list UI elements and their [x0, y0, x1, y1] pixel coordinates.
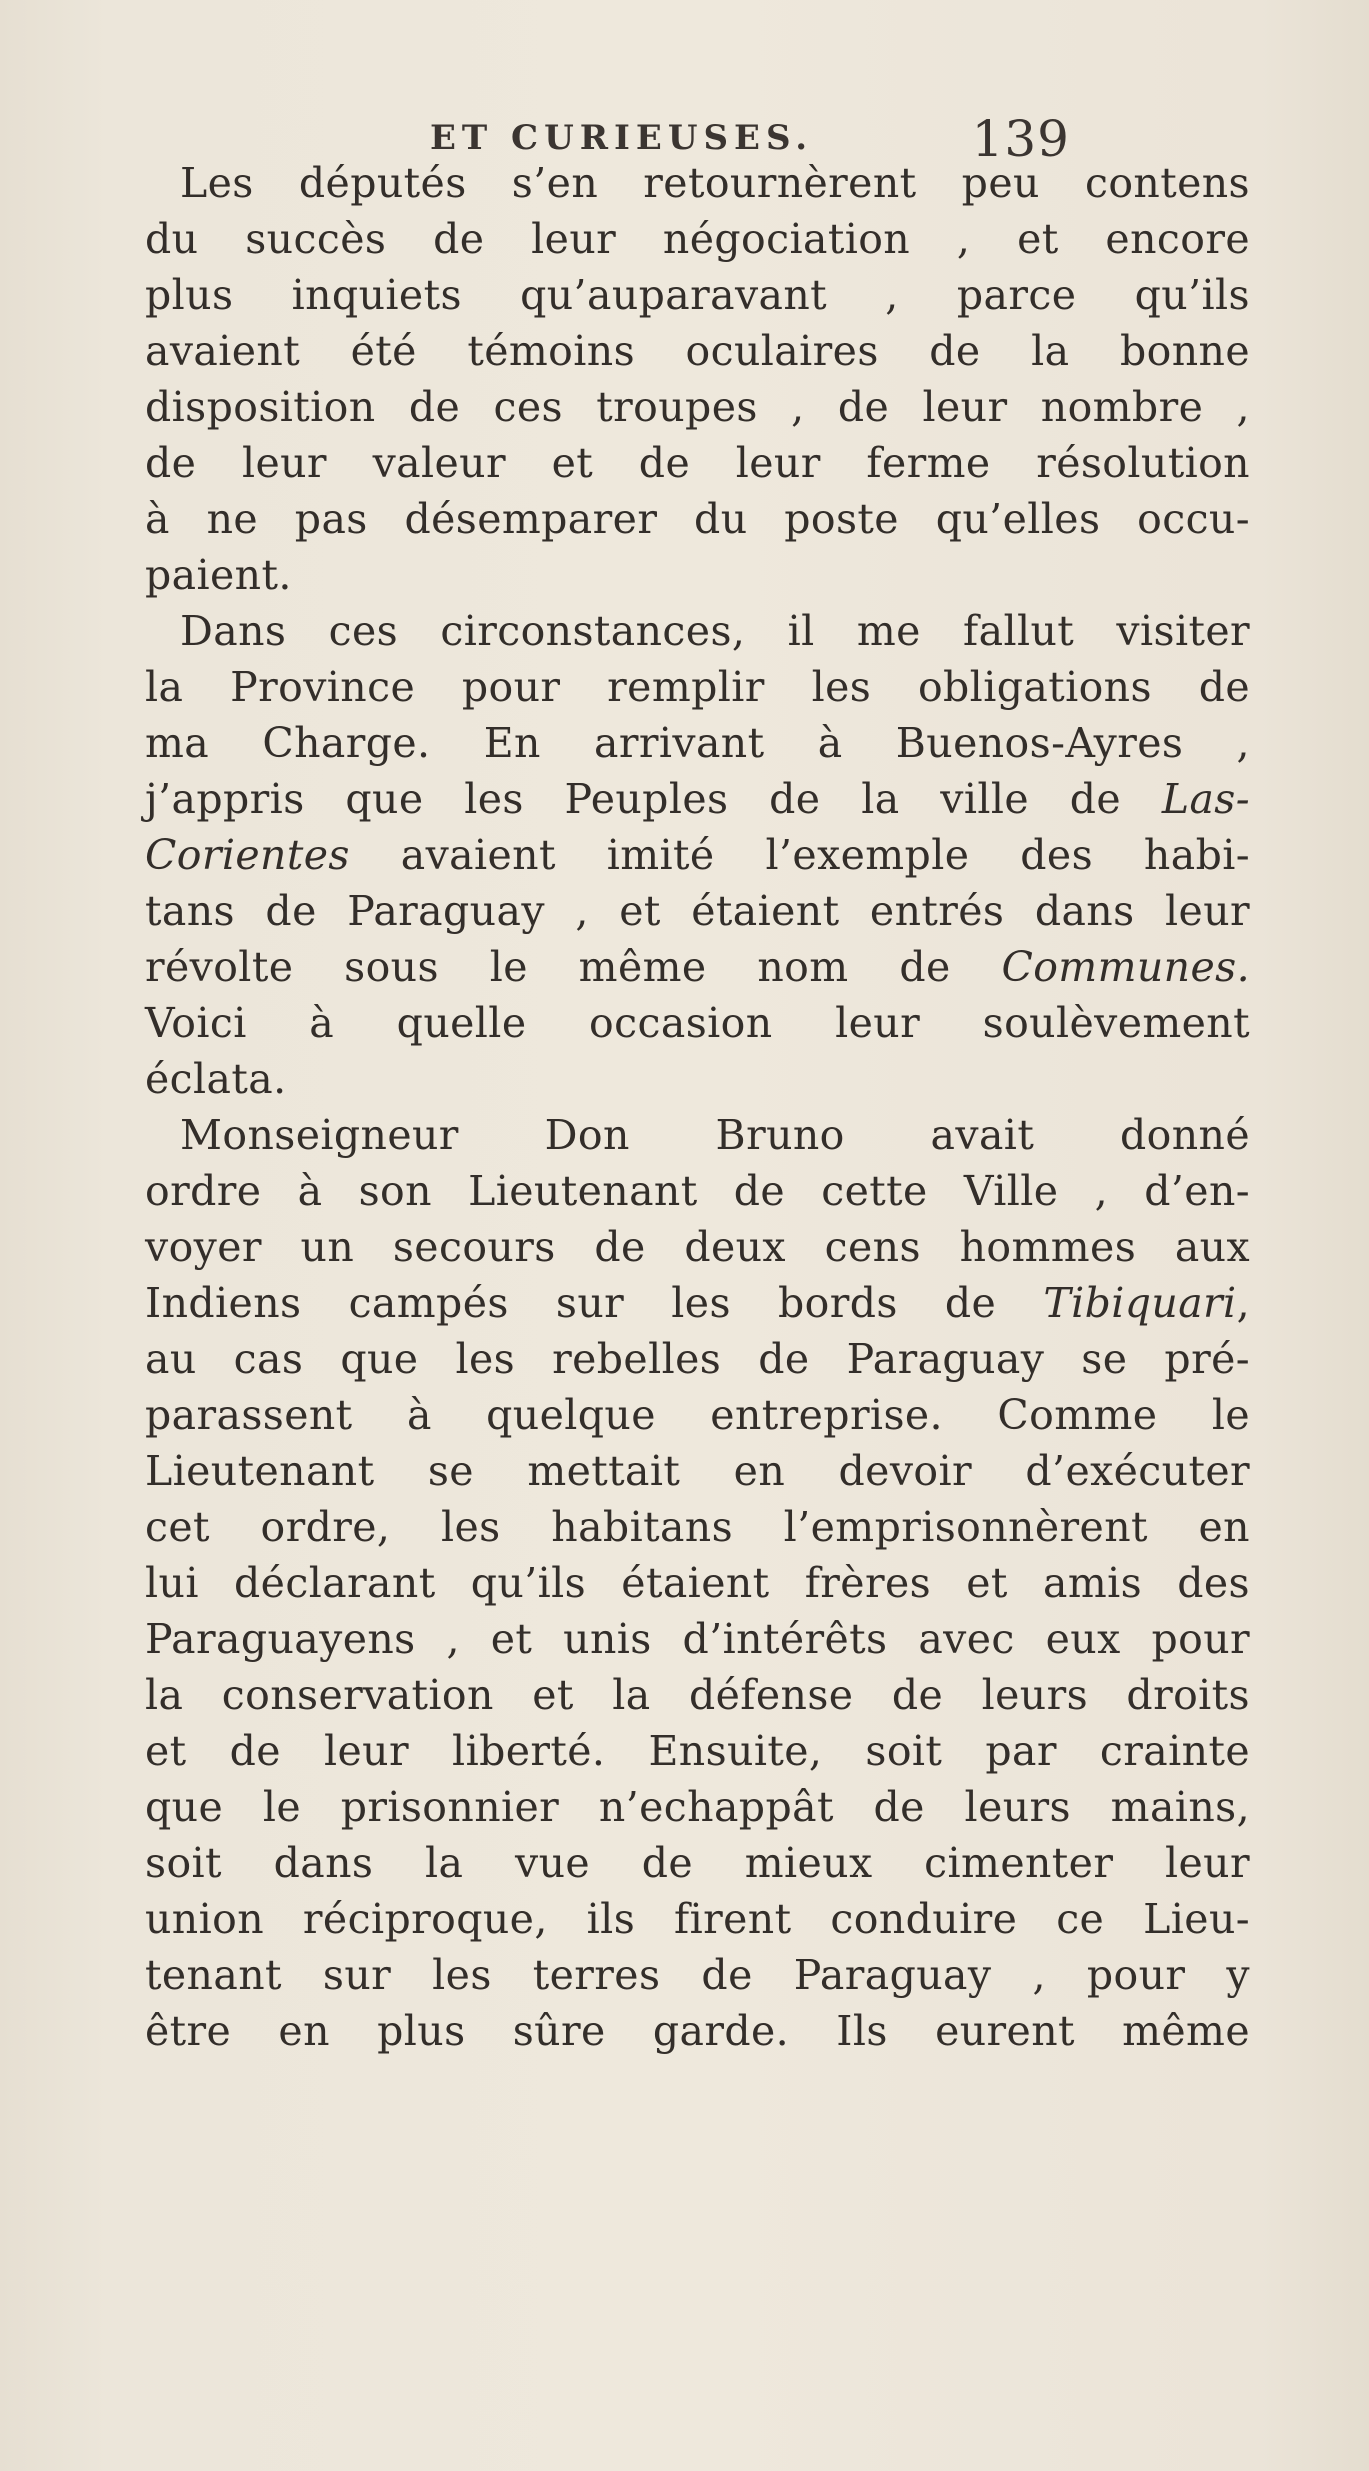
text-line: plus inquiets qu’auparavant , parce qu’ils — [145, 271, 1250, 319]
text-line: Dans ces circonstances, il me fallut visiter — [180, 607, 1250, 655]
text-line: lui déclarant qu’ils étaient frères et amis des — [145, 1559, 1250, 1607]
text-segment: , — [1236, 1279, 1250, 1327]
text-line: Voici à quelle occasion leur soulèvement — [145, 999, 1250, 1047]
running-head-title: ET CURIEUSES. — [430, 118, 814, 158]
text-line: soit dans la vue de mieux cimenter leur — [145, 1839, 1250, 1887]
text-line: voyer un secours de deux cens hommes aux — [145, 1223, 1250, 1271]
text-segment: avaient imité l’exemple des habi- — [349, 831, 1250, 879]
text-line: être en plus sûre garde. Ils eurent même — [145, 2007, 1250, 2055]
text-line — [145, 1275, 1250, 1331]
text-line: à ne pas désemparer du poste qu’elles occu- — [145, 495, 1250, 543]
text-line: que le prisonnier n’echappât de leurs mains, — [145, 1783, 1250, 1831]
italic-place-name: Tibiquari — [1043, 1279, 1237, 1327]
text-line: avaient été témoins oculaires de la bonne — [145, 327, 1250, 375]
text-line — [145, 939, 1250, 995]
text-line: tans de Paraguay , et étaient entrés dans leur — [145, 887, 1250, 935]
text-line: la Province pour remplir les obligations de — [145, 663, 1250, 711]
text-line: ordre à son Lieutenant de cette Ville , d’en- — [145, 1167, 1250, 1215]
text-line: de leur valeur et de leur ferme résolution — [145, 439, 1250, 487]
text-line: cet ordre, les habitans l’emprisonnèrent en — [145, 1503, 1250, 1551]
text-line: ma Charge. En arrivant à Buenos-Ayres , — [145, 719, 1250, 767]
text-line: et de leur liberté. Ensuite, soit par crainte — [145, 1727, 1250, 1775]
text-line: du succès de leur négociation , et encore — [145, 215, 1250, 263]
text-line: Les députés s’en retournèrent peu contens — [180, 159, 1250, 207]
page-number: 139 — [971, 110, 1070, 168]
text-line: Paraguayens , et unis d’intérêts avec eux pour — [145, 1615, 1250, 1663]
text-line: union réciproque, ils firent conduire ce Lieu- — [145, 1895, 1250, 1943]
text-line: parassent à quelque entreprise. Comme le — [145, 1391, 1250, 1439]
italic-place-name: Las- — [1161, 775, 1250, 823]
text-line: paient. — [145, 551, 292, 599]
text-line — [145, 827, 1250, 883]
text-line: tenant sur les terres de Paraguay , pour y — [145, 1951, 1250, 1999]
text-line: la conservation et la défense de leurs droits — [145, 1671, 1250, 1719]
text-segment: révolte sous le même nom de — [145, 943, 1002, 991]
text-segment: j’appris que les Peuples de la ville de — [145, 775, 1162, 823]
text-line: disposition de ces troupes , de leur nombre , — [145, 383, 1250, 431]
text-line: éclata. — [145, 1055, 287, 1103]
italic-place-name: Corientes — [145, 831, 350, 879]
text-line: Lieutenant se mettait en devoir d’exécuter — [145, 1447, 1250, 1495]
text-line — [145, 771, 1250, 827]
text-line: au cas que les rebelles de Paraguay se pré- — [145, 1335, 1250, 1383]
italic-term: Communes. — [1001, 943, 1250, 991]
text-line: Monseigneur Don Bruno avait donné — [180, 1111, 1250, 1159]
text-segment: Indiens campés sur les bords de — [145, 1279, 1044, 1327]
